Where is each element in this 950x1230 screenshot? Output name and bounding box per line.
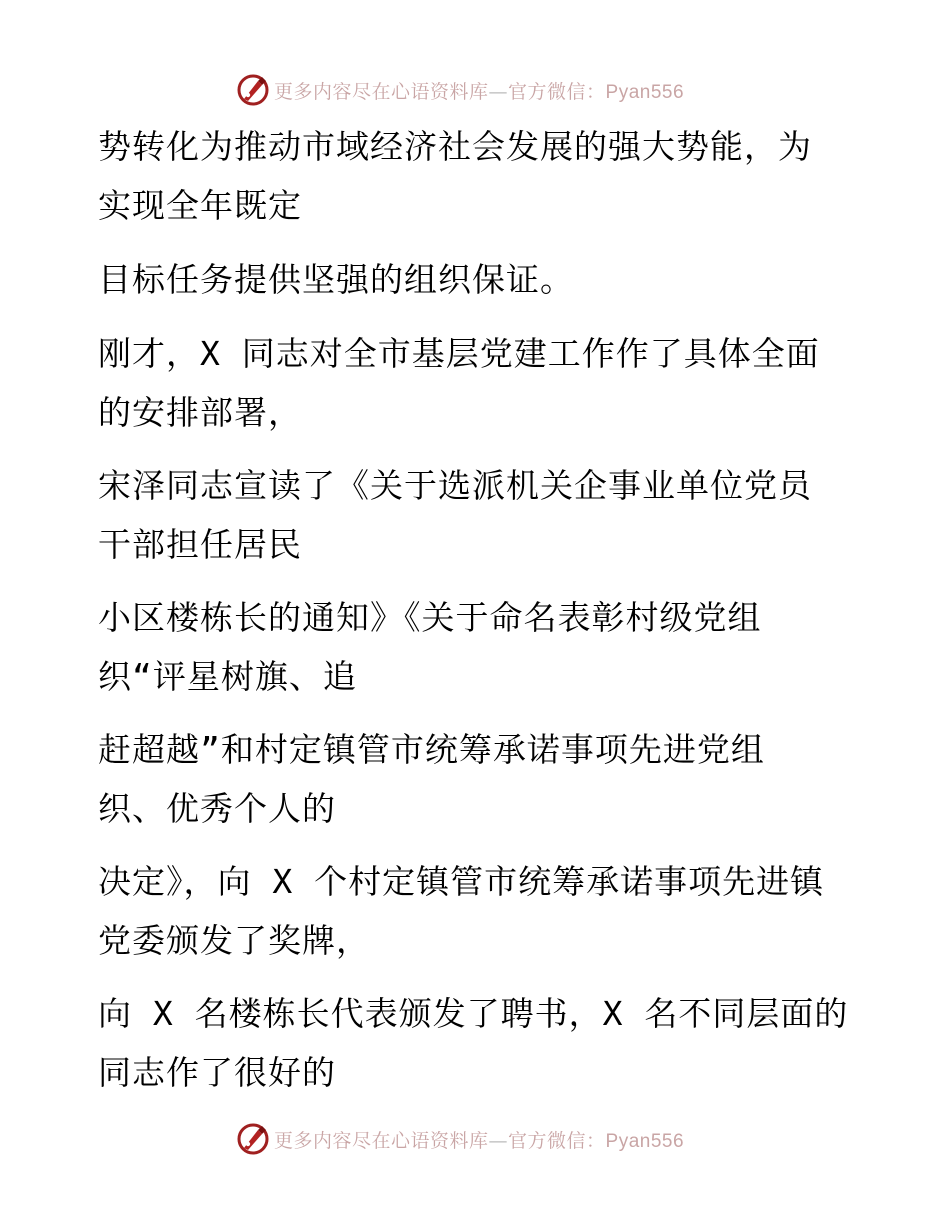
header-site-name: 更多内容尽在心语资料库 <box>274 80 489 103</box>
header-banner <box>236 72 736 108</box>
document-line: 向 X 名楼栋长代表颁发了聘书，X 名不同层面的 <box>98 994 849 1033</box>
footer-site-name: 更多内容尽在心语资料库 <box>274 1129 489 1152</box>
header-banner-text <box>274 77 684 104</box>
document-line: 势转化为推动市域经济社会发展的强大势能，为 <box>98 127 812 166</box>
document-line: 小区楼栋长的通知》《关于命名表彰村级党组 <box>98 598 762 637</box>
header-wechat-label: 官方微信： <box>508 80 606 103</box>
document-line: 干部担任居民 <box>98 525 302 564</box>
header-separator: — <box>488 80 509 103</box>
document-line: 党委颁发了奖牌， <box>98 921 370 960</box>
footer-banner-text <box>274 1126 684 1153</box>
document-line: 同志作了很好的 <box>98 1053 336 1092</box>
document-line: 决定》，向 X 个村定镇管市统筹承诺事项先进镇 <box>98 862 825 901</box>
footer-banner <box>236 1121 736 1157</box>
document-line: 刚才，X 同志对全市基层党建工作作了具体全面 <box>98 334 820 373</box>
footer-wechat-label: 官方微信： <box>508 1129 606 1152</box>
footer-wechat-account: Pyan556 <box>605 1130 685 1152</box>
document-line: 宋泽同志宣读了《关于选派机关企事业单位党员 <box>98 466 812 505</box>
document-line: 织、优秀个人的 <box>98 789 336 828</box>
document-line: 目标任务提供坚强的组织保证。 <box>98 260 574 299</box>
footer-separator: — <box>488 1129 509 1152</box>
header-wechat-account: Pyan556 <box>605 81 685 103</box>
document-line: 实现全年既定 <box>98 186 302 225</box>
document-line: 赶超越”和村定镇管市统筹承诺事项先进党组 <box>98 730 765 769</box>
document-line: 织“评星树旗、追 <box>98 657 357 696</box>
pen-logo-icon <box>236 1122 270 1156</box>
pen-logo-icon <box>236 73 270 107</box>
document-line: 的安排部署， <box>98 393 302 432</box>
